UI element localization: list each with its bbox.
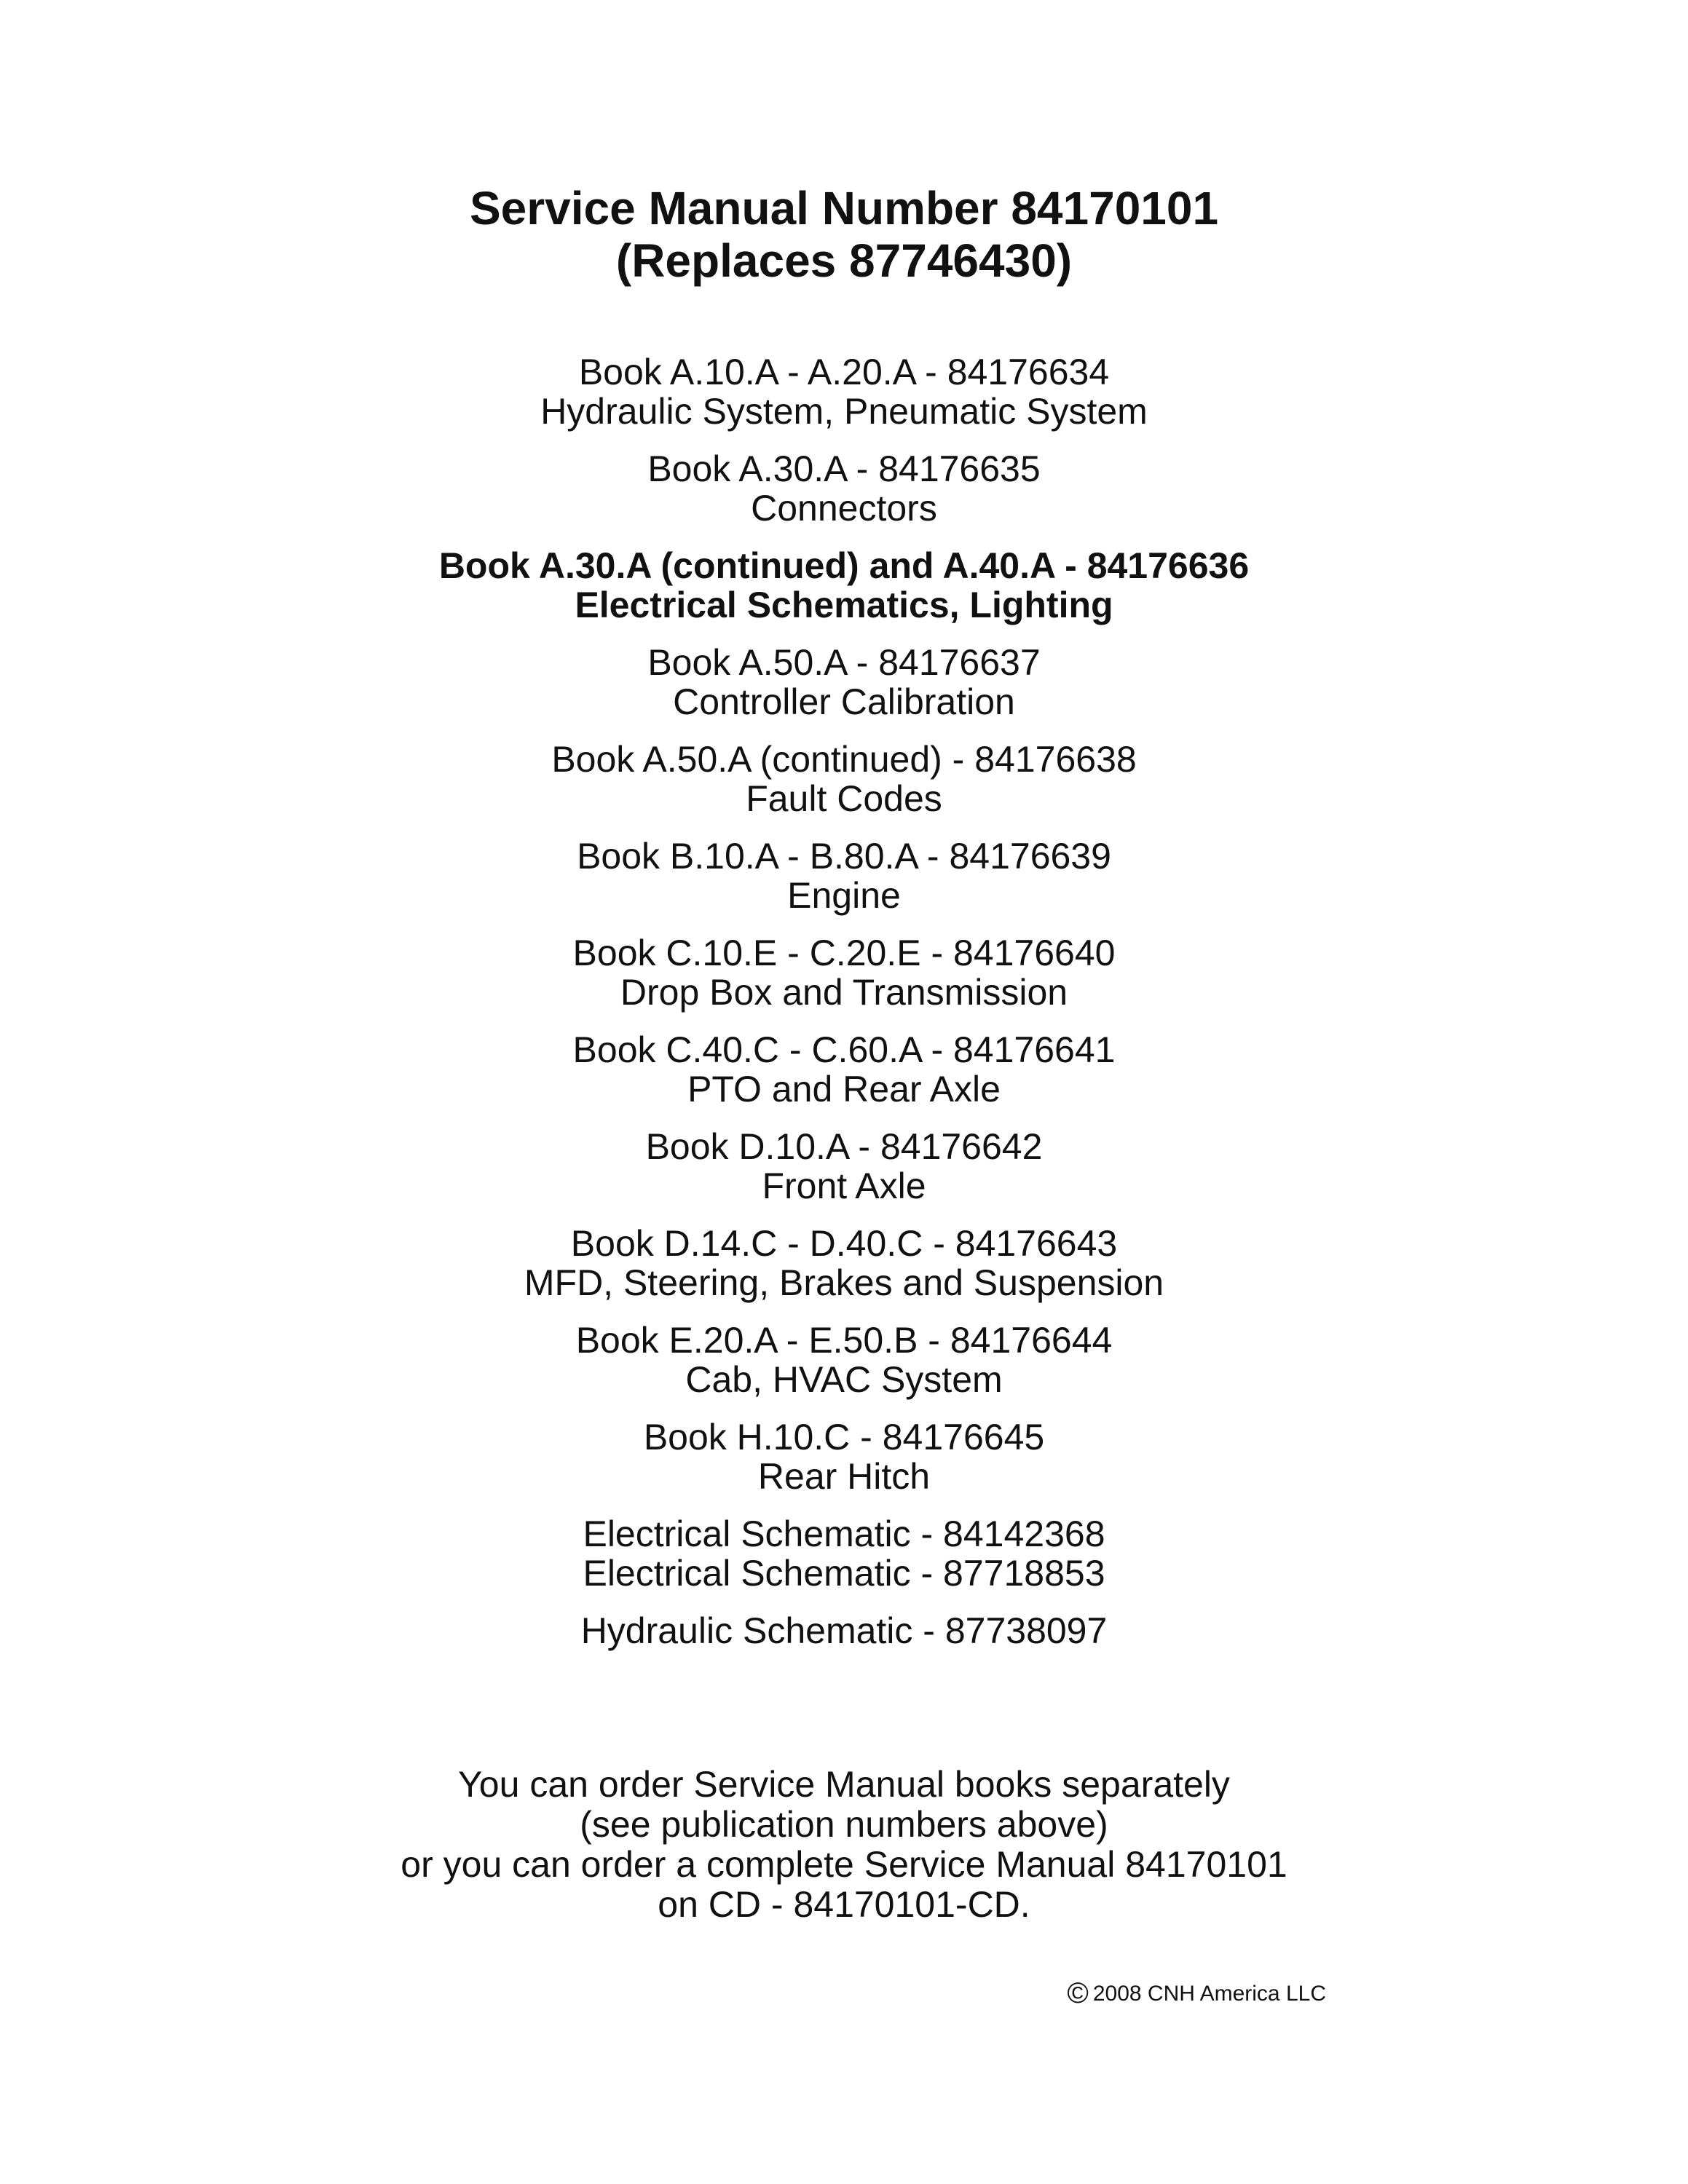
book-number: Book A.30.A (continued) and A.40.A - 84176636: [438, 545, 1250, 586]
copyright-notice: [1067, 1977, 1326, 2009]
book-entry: [0, 643, 1688, 721]
book-number: Book C.10.E - C.20.E - 84176640: [572, 933, 1116, 973]
book-subject: PTO and Rear Axle: [687, 1069, 1001, 1109]
book-entry: [0, 352, 1688, 431]
book-subject: Electrical Schematics, Lighting: [575, 585, 1113, 625]
book-number: Book D.10.A - 84176642: [645, 1126, 1043, 1167]
order-note-line-2: (see publication numbers above): [580, 1804, 1108, 1845]
hydraulic-schematic: Hydraulic Schematic - 87738097: [580, 1610, 1108, 1651]
book-entry: [0, 1127, 1688, 1206]
order-note-line-4: on CD - 84170101-CD.: [658, 1884, 1030, 1925]
book-number: Book C.40.C - C.60.A - 84176641: [572, 1029, 1116, 1070]
book-subject: Engine: [787, 875, 901, 916]
electrical-schematics: [0, 1514, 1688, 1593]
book-subject: Fault Codes: [746, 778, 942, 819]
book-number: Book A.50.A (continued) - 84176638: [551, 739, 1137, 780]
hydraulic-schematic-entry: [0, 1611, 1688, 1650]
book-number: Book H.10.C - 84176645: [643, 1417, 1045, 1457]
order-note: [0, 1765, 1688, 1925]
book-number: Book E.20.A - E.50.B - 84176644: [575, 1320, 1113, 1361]
book-entry: [0, 740, 1688, 818]
book-subject: Rear Hitch: [757, 1456, 931, 1497]
book-list: [0, 352, 1688, 1669]
book-entry: [0, 1224, 1688, 1302]
book-subject: Hydraulic System, Pneumatic System: [540, 391, 1148, 432]
title-line-1: Service Manual Number 84170101: [469, 182, 1219, 234]
book-number: Book A.30.A - 84176635: [647, 448, 1041, 489]
book-subject: Connectors: [751, 488, 937, 529]
order-note-line-1: You can order Service Manual books separately: [458, 1764, 1230, 1805]
book-subject: Controller Calibration: [673, 681, 1015, 722]
book-subject: MFD, Steering, Brakes and Suspension: [524, 1262, 1164, 1303]
book-entry: [0, 449, 1688, 528]
book-entry: [0, 1417, 1688, 1496]
book-entry: [0, 1030, 1688, 1109]
book-number: Book A.10.A - A.20.A - 84176634: [578, 352, 1110, 392]
book-entry: [0, 1321, 1688, 1399]
electrical-schematic-1: Electrical Schematic - 84142368: [583, 1514, 1105, 1554]
book-entry-highlighted: [0, 546, 1688, 625]
electrical-schematic-2: Electrical Schematic - 87718853: [583, 1553, 1105, 1594]
book-subject: Cab, HVAC System: [685, 1359, 1003, 1400]
page-title: [0, 182, 1688, 287]
book-subject: Drop Box and Transmission: [620, 972, 1068, 1013]
book-subject: Front Axle: [762, 1166, 926, 1206]
copyright-text: 2008 CNH America LLC: [1092, 1982, 1326, 2006]
copyright-icon: ©: [1067, 1977, 1089, 2009]
book-entry: [0, 836, 1688, 915]
order-note-line-3: or you can order a complete Service Manual 84170101: [401, 1844, 1287, 1885]
book-number: Book B.10.A - B.80.A - 84176639: [577, 836, 1111, 877]
book-number: Book A.50.A - 84176637: [647, 642, 1041, 683]
book-number: Book D.14.C - D.40.C - 84176643: [570, 1223, 1118, 1264]
book-entry: [0, 933, 1688, 1012]
title-line-2: (Replaces 87746430): [615, 234, 1073, 287]
